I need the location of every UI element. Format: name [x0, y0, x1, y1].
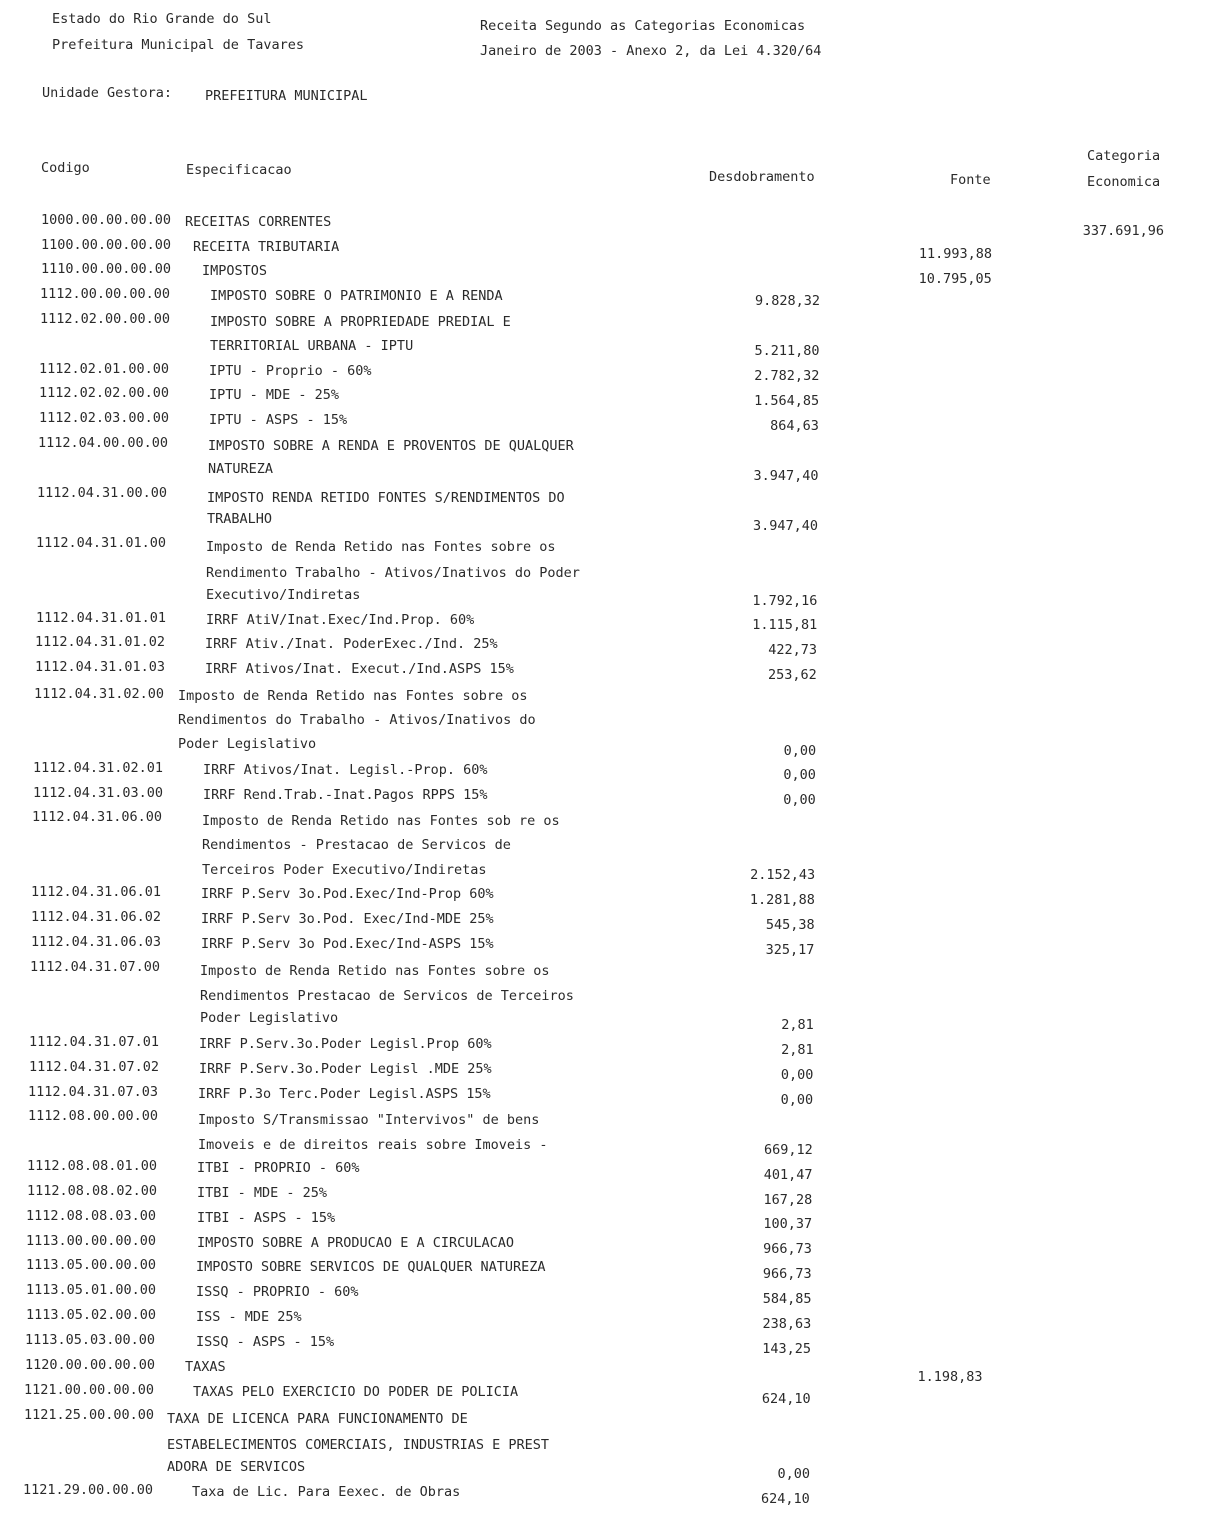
- row-code: 1112.02.02.00.00: [39, 385, 170, 401]
- row-code: 1112.02.03.00.00: [39, 410, 170, 426]
- column-header-category-line2: Economica: [1087, 174, 1161, 190]
- row-code: 1112.04.00.00.00: [38, 435, 169, 451]
- row-code: 1113.00.00.00.00: [26, 1233, 157, 1249]
- report-title: Receita Segundo as Categorias Economicas: [480, 18, 806, 34]
- row-specification: IRRF P.Serv.3o.Poder Legisl .MDE 25%: [199, 1061, 492, 1077]
- row-specification: IPTU - Proprio - 60%: [209, 363, 372, 379]
- row-desdobramento-value: 100,37: [763, 1216, 813, 1232]
- row-specification: ISSQ - ASPS - 15%: [196, 1334, 335, 1350]
- row-desdobramento-value: 325,17: [765, 942, 815, 958]
- row-desdobramento-value: 0,00: [780, 1067, 814, 1083]
- row-desdobramento-value: 5.211,80: [754, 343, 820, 359]
- row-specification: IMPOSTO SOBRE A RENDA E PROVENTOS DE QUALQUER: [208, 438, 574, 454]
- row-specification: IPTU - MDE - 25%: [209, 387, 340, 403]
- row-desdobramento-value: 167,28: [763, 1192, 813, 1208]
- row-code: 1112.08.08.02.00: [27, 1183, 158, 1199]
- unit-label: Unidade Gestora:: [42, 85, 173, 101]
- row-desdobramento-value: 2.782,32: [754, 368, 820, 384]
- row-desdobramento-value: 0,00: [780, 1092, 814, 1108]
- row-code: 1112.08.08.01.00: [27, 1158, 158, 1174]
- row-code: 1112.04.31.01.01: [36, 610, 167, 626]
- row-specification: RECEITAS CORRENTES: [185, 214, 332, 230]
- row-desdobramento-value: 966,73: [762, 1266, 812, 1282]
- row-code: 1113.05.02.00.00: [26, 1307, 157, 1323]
- row-desdobramento-value: 966,73: [763, 1241, 812, 1257]
- row-specification: IMPOSTO SOBRE A PRODUCAO E A CIRCULACAO: [197, 1235, 514, 1251]
- column-header-breakdown: Desdobramento: [709, 169, 815, 185]
- row-desdobramento-value: 2,81: [781, 1042, 814, 1058]
- row-specification: IRRF Ativ./Inat. PoderExec./Ind. 25%: [205, 636, 498, 652]
- column-header-spec: Especificacao: [186, 162, 292, 178]
- row-desdobramento-value: 238,63: [762, 1316, 812, 1332]
- row-specification: IRRF P.3o Terc.Poder Legisl.ASPS 15%: [198, 1086, 491, 1102]
- row-specification: ADORA DE SERVICOS: [167, 1459, 306, 1475]
- row-desdobramento-value: 545,38: [765, 917, 815, 933]
- row-specification: ISS - MDE 25%: [196, 1309, 302, 1325]
- row-desdobramento-value: 0,00: [783, 792, 816, 808]
- row-desdobramento-value: 1.281,88: [749, 892, 815, 908]
- row-specification: ITBI - PROPRIO - 60%: [197, 1160, 360, 1176]
- row-desdobramento-value: 3.947,40: [753, 468, 819, 484]
- row-code: 1112.02.01.00.00: [39, 361, 170, 377]
- row-desdobramento-value: 0,00: [777, 1466, 810, 1482]
- row-code: 1112.04.31.01.03: [35, 659, 166, 675]
- row-specification: NATUREZA: [208, 461, 274, 477]
- row-specification: IRRF P.Serv 3o Pod.Exec/Ind-ASPS 15%: [201, 936, 494, 952]
- column-header-source: Fonte: [950, 172, 991, 188]
- row-specification: Taxa de Lic. Para Eexec. de Obras: [192, 1484, 461, 1500]
- row-fonte-value: 10.795,05: [918, 271, 992, 287]
- unit-value: PREFEITURA MUNICIPAL: [205, 88, 368, 104]
- column-header-code: Codigo: [41, 160, 90, 176]
- row-desdobramento-value: 422,73: [768, 642, 817, 658]
- row-code: 1112.04.31.03.00: [33, 785, 164, 801]
- row-fonte-value: 1.198,83: [917, 1369, 983, 1385]
- row-specification: Rendimentos Prestacao de Servicos de Terceiros: [200, 988, 574, 1004]
- row-code: 1112.04.31.02.00: [34, 686, 165, 702]
- row-desdobramento-value: 1.115,81: [752, 617, 818, 633]
- report-subtitle: Janeiro de 2003 - Anexo 2, da Lei 4.320/64: [480, 43, 822, 59]
- row-specification: IRRF AtiV/Inat.Exec/Ind.Prop. 60%: [206, 612, 475, 628]
- row-specification: IRRF P.Serv 3o.Pod. Exec/Ind-MDE 25%: [201, 911, 494, 927]
- row-code: 1112.04.31.07.01: [29, 1034, 160, 1050]
- row-code: 1112.04.31.06.00: [32, 809, 163, 825]
- municipality-name: Prefeitura Municipal de Tavares: [52, 37, 304, 53]
- row-desdobramento-value: 1.792,16: [752, 593, 818, 609]
- row-code: 1121.29.00.00.00: [23, 1482, 154, 1498]
- row-code: 1112.04.31.06.02: [31, 909, 162, 925]
- row-specification: Imposto S/Transmissao "Intervivos" de bens: [198, 1112, 540, 1128]
- row-code: 1112.08.08.03.00: [26, 1208, 157, 1224]
- row-code: 1113.05.00.00.00: [26, 1257, 157, 1273]
- row-specification: IRRF Ativos/Inat. Execut./Ind.ASPS 15%: [205, 661, 514, 677]
- row-specification: Rendimentos do Trabalho - Ativos/Inativos do: [178, 712, 536, 728]
- row-specification: TAXAS PELO EXERCICIO DO PODER DE POLICIA: [193, 1384, 519, 1400]
- row-desdobramento-value: 9.828,32: [754, 293, 820, 309]
- row-specification: ESTABELECIMENTOS COMERCIAIS, INDUSTRIAS E PREST: [167, 1437, 550, 1453]
- row-specification: Rendimento Trabalho - Ativos/Inativos do Poder: [206, 565, 580, 581]
- row-specification: IRRF Ativos/Inat. Legisl.-Prop. 60%: [203, 762, 488, 778]
- state-name: Estado do Rio Grande do Sul: [52, 11, 272, 27]
- row-specification: TAXA DE LICENCA PARA FUNCIONAMENTO DE: [167, 1411, 468, 1427]
- row-desdobramento-value: 584,85: [762, 1291, 812, 1307]
- row-specification: IMPOSTO RENDA RETIDO FONTES S/RENDIMENTOS DO: [207, 490, 565, 506]
- row-code: 1112.04.31.07.03: [28, 1084, 159, 1100]
- row-desdobramento-value: 624,10: [761, 1491, 810, 1507]
- row-specification: Terceiros Poder Executivo/Indiretas: [202, 862, 487, 878]
- row-specification: ITBI - MDE - 25%: [197, 1185, 328, 1201]
- row-code: 1000.00.00.00.00: [41, 212, 172, 228]
- row-specification: Poder Legislativo: [178, 736, 317, 752]
- row-code: 1113.05.03.00.00: [25, 1332, 156, 1348]
- row-code: 1112.04.31.00.00: [37, 485, 168, 501]
- row-desdobramento-value: 864,63: [770, 418, 819, 434]
- row-desdobramento-value: 401,47: [763, 1167, 813, 1183]
- row-code: 1112.04.31.06.03: [31, 934, 162, 950]
- row-specification: IRRF P.Serv 3o.Pod.Exec/Ind-Prop 60%: [201, 886, 494, 902]
- row-specification: ISSQ - PROPRIO - 60%: [196, 1284, 359, 1300]
- row-specification: TAXAS: [185, 1359, 226, 1375]
- row-desdobramento-value: 624,10: [761, 1391, 811, 1407]
- row-desdobramento-value: 0,00: [783, 767, 816, 783]
- column-header-category-line1: Categoria: [1087, 148, 1161, 164]
- row-specification: Imoveis e de direitos reais sobre Imoveis -: [198, 1137, 548, 1153]
- row-specification: TERRITORIAL URBANA - IPTU: [210, 338, 414, 354]
- row-specification: Imposto de Renda Retido nas Fontes sobre os: [206, 539, 556, 555]
- row-categoria-value: 337.691,96: [1082, 223, 1164, 239]
- row-specification: IMPOSTOS: [202, 263, 268, 279]
- row-specification: IRRF P.Serv.3o.Poder Legisl.Prop 60%: [199, 1036, 492, 1052]
- row-specification: RECEITA TRIBUTARIA: [193, 239, 340, 255]
- row-code: 1113.05.01.00.00: [26, 1282, 157, 1298]
- row-desdobramento-value: 253,62: [768, 667, 817, 683]
- row-specification: Rendimentos - Prestacao de Servicos de: [202, 837, 511, 853]
- row-specification: Imposto de Renda Retido nas Fontes sobre os: [200, 963, 550, 979]
- row-specification: Executivo/Indiretas: [206, 587, 361, 603]
- row-code: 1112.04.31.07.02: [29, 1059, 160, 1075]
- row-code: 1112.04.31.06.01: [31, 884, 162, 900]
- row-code: 1112.04.31.07.00: [30, 959, 161, 975]
- row-code: 1112.08.00.00.00: [28, 1108, 159, 1124]
- row-code: 1120.00.00.00.00: [25, 1357, 156, 1373]
- row-code: 1112.04.31.02.01: [33, 760, 164, 776]
- row-code: 1110.00.00.00.00: [41, 261, 172, 277]
- row-code: 1112.00.00.00.00: [40, 286, 171, 302]
- row-code: 1121.25.00.00.00: [24, 1407, 155, 1423]
- row-specification: ITBI - ASPS - 15%: [197, 1210, 336, 1226]
- row-specification: TRABALHO: [207, 511, 273, 527]
- row-code: 1100.00.00.00.00: [41, 237, 172, 253]
- row-desdobramento-value: 1.564,85: [754, 393, 820, 409]
- row-specification: IMPOSTO SOBRE A PROPRIEDADE PREDIAL E: [210, 314, 511, 330]
- row-desdobramento-value: 0,00: [783, 743, 817, 759]
- row-code: 1121.00.00.00.00: [24, 1382, 155, 1398]
- row-desdobramento-value: 143,25: [762, 1341, 812, 1357]
- row-fonte-value: 11.993,88: [918, 246, 993, 262]
- row-specification: Poder Legislativo: [200, 1010, 339, 1026]
- row-specification: IRRF Rend.Trab.-Inat.Pagos RPPS 15%: [203, 787, 488, 803]
- row-code: 1112.02.00.00.00: [40, 311, 171, 327]
- row-specification: Imposto de Renda Retido nas Fontes sobre os: [178, 688, 528, 704]
- row-specification: IPTU - ASPS - 15%: [209, 412, 348, 428]
- row-code: 1112.04.31.01.02: [35, 634, 166, 650]
- row-specification: Imposto de Renda Retido nas Fontes sob re os: [202, 813, 560, 829]
- row-desdobramento-value: 2.152,43: [750, 867, 816, 883]
- row-specification: IMPOSTO SOBRE SERVICOS DE QUALQUER NATUREZA: [196, 1259, 546, 1275]
- row-desdobramento-value: 3.947,40: [753, 518, 819, 534]
- row-desdobramento-value: 669,12: [763, 1142, 813, 1158]
- row-specification: IMPOSTO SOBRE O PATRIMONIO E A RENDA: [210, 288, 503, 304]
- row-code: 1112.04.31.01.00: [36, 535, 167, 551]
- row-desdobramento-value: 2,81: [781, 1017, 814, 1033]
